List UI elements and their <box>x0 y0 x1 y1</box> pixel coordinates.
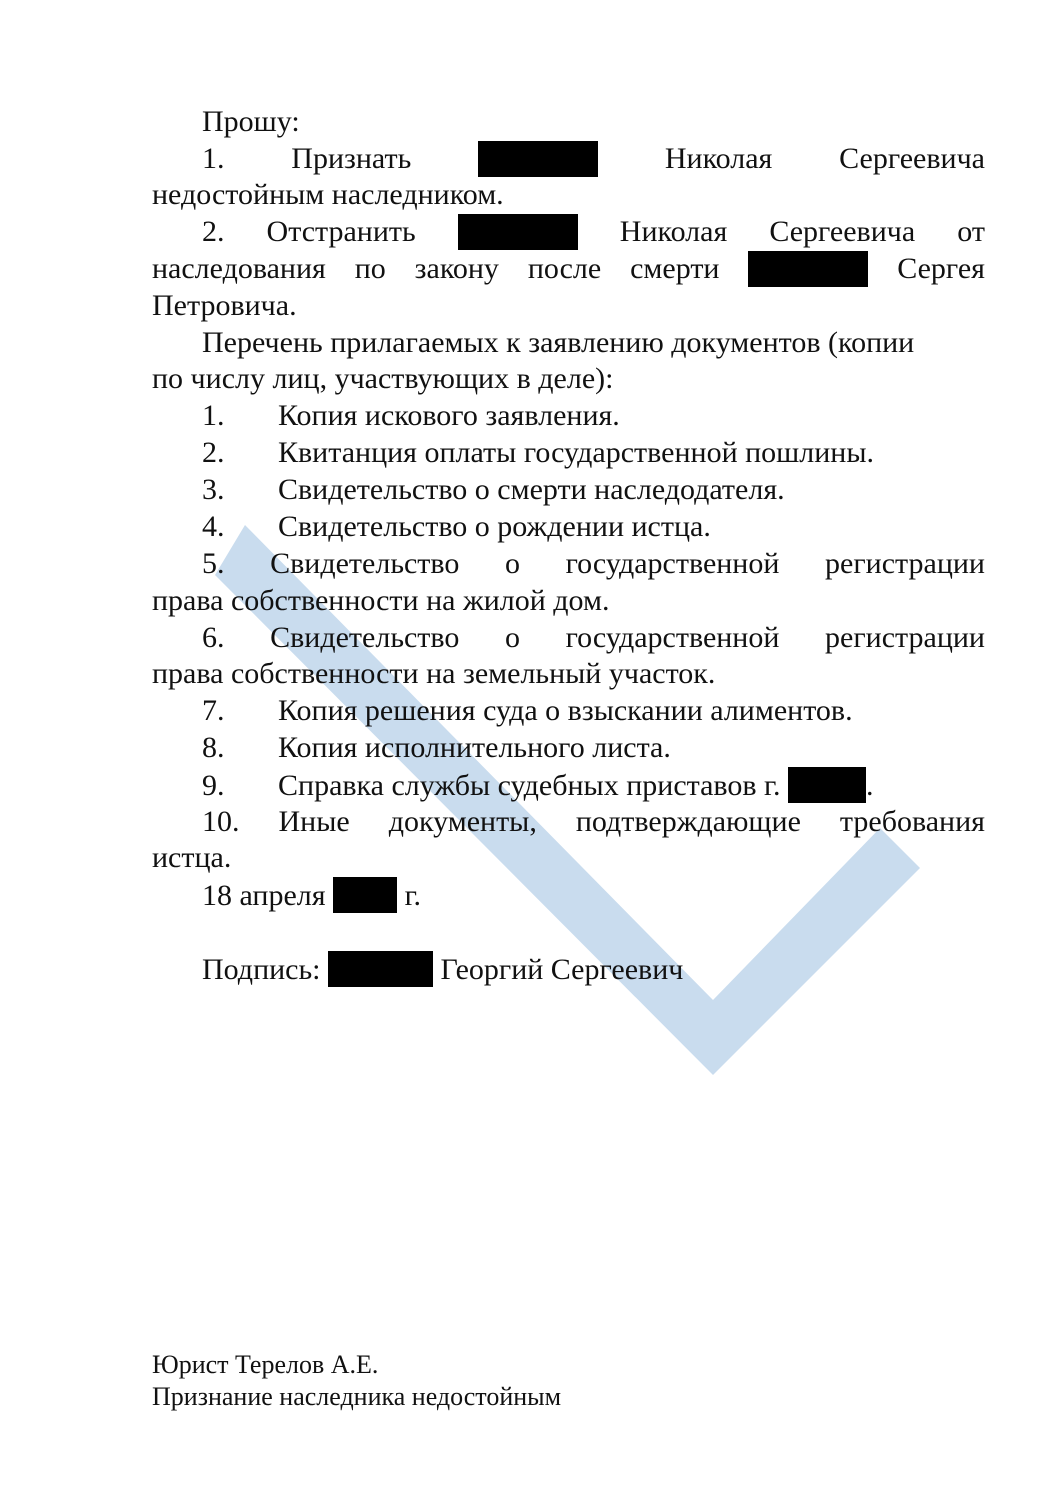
redacted-surname <box>458 214 578 250</box>
attachment-item: 7. Копия решения суда о взыскании алиментов. <box>202 694 853 727</box>
redacted-city <box>788 767 866 803</box>
redacted-surname <box>478 141 598 177</box>
redacted-surname <box>748 251 868 287</box>
footer-author: Юрист Терелов А.Е. <box>152 1350 379 1379</box>
attachment-item: 10. Иные документы, подтверждающие требования <box>202 805 985 838</box>
request-item-2: 2. Отстранить Николая Сергеевича от <box>202 215 985 248</box>
request-item-1: 1. Признать Николая Сергеевича <box>202 142 985 175</box>
footer-title: Признание наследника недостойным <box>152 1382 562 1411</box>
attachment-item: 9. Справка службы судебных приставов г. . <box>202 769 874 802</box>
attachment-item: 4. Свидетельство о рождении истца. <box>202 510 711 543</box>
attachment-item: 6. Свидетельство о государственной регистрации <box>202 621 985 654</box>
attachment-item: 8. Копия исполнительного листа. <box>202 731 671 764</box>
document-page: Прошу: 1. Признать Николая Сергеевича недостойным наследником. 2. Отстранить Николая Сергеевича от наследования по закону после смерти Сергея Петровича. Перечень прилагаемых к заявлению документов (копии по числу лиц, участвующих в деле): 1. Копия искового заявления. 2. Квитанция оплаты государственной пошлины. 3. Свидетельство о смерти наследодателя. 4. Свидетельство о рождении истца. 5. Свидетельство о государственной регистрации права собственности на жилой дом. 6. Свидетельство о государственной регистрации права собственности на земельный участок. 7. Копия решения суда о взыскании алиментов. 8. Копия исполнительного листа. 9. Справка службы судебных приставов г. . 10. Иные документы, подтверждающие требования истца. 18 апреля г. Подпись: Георгий Сергеевич Юрист Терелов А.Е. Признание наследника недостойным <box>152 105 985 1411</box>
attachments-intro: Перечень прилагаемых к заявлению документов (копии <box>202 326 915 359</box>
signature-line: Подпись: Георгий Сергеевич <box>202 953 684 986</box>
date-line: 18 апреля г. <box>202 879 421 912</box>
attachment-item: 2. Квитанция оплаты государственной пошлины. <box>202 436 875 469</box>
request-heading: Прошу: <box>202 105 300 138</box>
attachment-item: 5. Свидетельство о государственной регистрации <box>202 547 985 580</box>
attachment-item: 3. Свидетельство о смерти наследодателя. <box>202 473 785 506</box>
attachment-item: 1. Копия искового заявления. <box>202 399 620 432</box>
redacted-year <box>333 877 397 913</box>
redacted-surname <box>328 951 433 987</box>
